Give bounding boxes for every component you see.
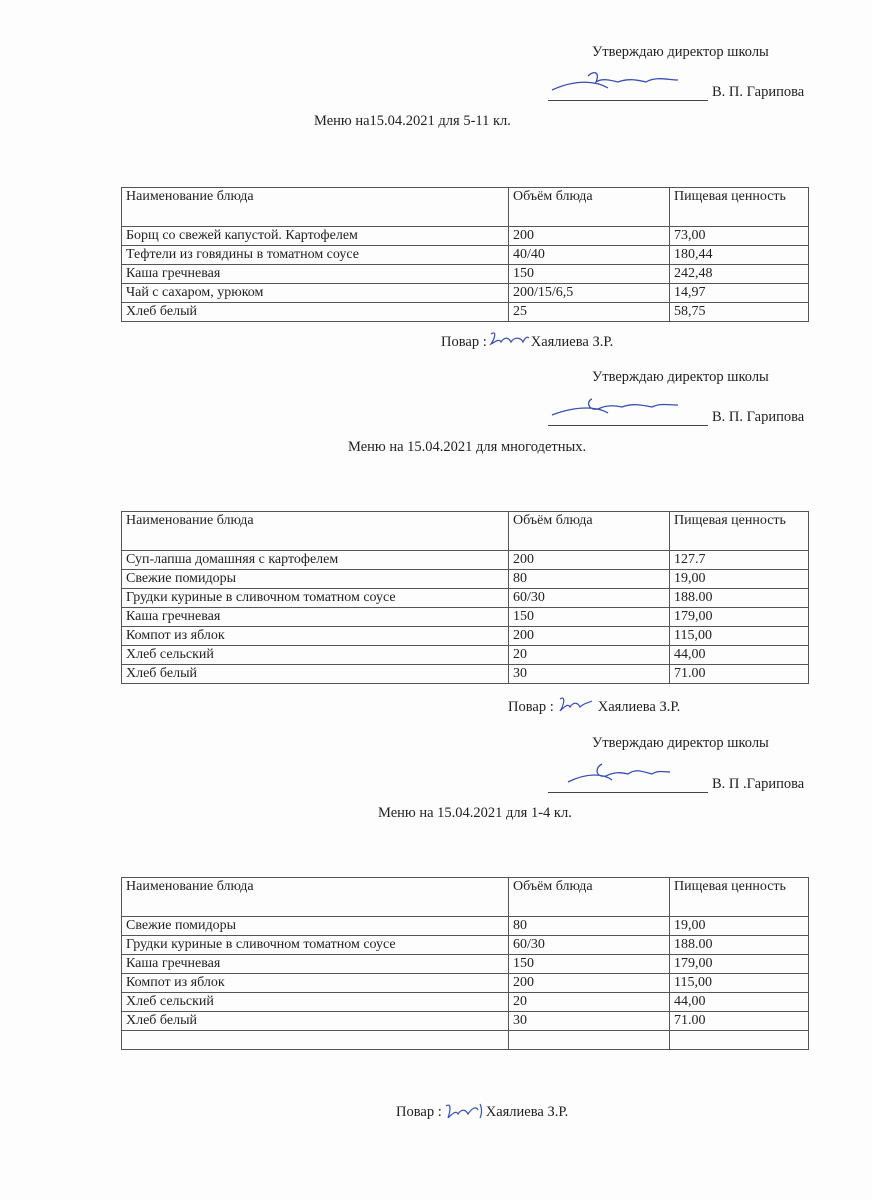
menu-title-1: Меню на15.04.2021 для 5-11 кл.	[314, 113, 511, 129]
menu-table-2	[121, 511, 809, 684]
director-sign-line-1	[548, 78, 804, 101]
col-header-dish: Наименование блюда	[122, 878, 509, 917]
dish-cell: Суп-лапша домашняя с картофелем	[122, 551, 509, 570]
dish-cell: Борщ со свежей капустой. Картофелем	[122, 227, 509, 246]
dish-cell	[122, 1031, 509, 1050]
table-header-row	[122, 878, 809, 917]
approval-title-2: Утверждаю директор школы	[592, 369, 769, 385]
director-name-3: В. П .Гарипова	[712, 776, 805, 792]
nutrition-cell: 115,00	[670, 627, 809, 646]
volume-cell: 80	[509, 917, 670, 936]
table-row	[122, 570, 809, 589]
dish-cell: Каша гречневая	[122, 265, 509, 284]
menu-table-1	[121, 187, 809, 322]
director-signature-icon	[548, 770, 708, 793]
volume-cell: 40/40	[509, 246, 670, 265]
table-row	[122, 284, 809, 303]
table-row	[122, 551, 809, 570]
dish-cell: Компот из яблок	[122, 974, 509, 993]
volume-cell: 200	[509, 551, 670, 570]
cook-name-3: Хаялиева З.Р.	[485, 1103, 569, 1120]
menu-title-2: Меню на 15.04.2021 для многодетных.	[348, 439, 587, 455]
table-row	[122, 1012, 809, 1031]
nutrition-cell: 44,00	[670, 646, 809, 665]
dish-cell: Хлеб белый	[122, 1012, 509, 1031]
nutrition-cell: 71.00	[670, 665, 809, 684]
cook-line-1	[441, 332, 613, 352]
cook-label-3: Повар :	[396, 1103, 442, 1120]
cook-name-1: Хаялиева З.Р.	[530, 333, 614, 350]
table-row	[122, 974, 809, 993]
volume-cell: 60/30	[509, 936, 670, 955]
nutrition-cell: 179,00	[670, 955, 809, 974]
col-header-nutrition: Пищевая ценность	[670, 878, 809, 917]
nutrition-cell: 19,00	[670, 917, 809, 936]
director-sign-line-2	[548, 403, 804, 426]
nutrition-cell: 58,75	[670, 303, 809, 322]
nutrition-cell: 179,00	[670, 608, 809, 627]
table-row	[122, 608, 809, 627]
director-name-1: В. П. Гарипова	[712, 84, 805, 100]
col-header-dish: Наименование блюда	[122, 188, 509, 227]
director-signature-icon	[548, 403, 708, 426]
cook-signature-icon	[554, 697, 598, 717]
col-header-volume: Объём блюда	[509, 878, 670, 917]
dish-cell: Свежие помидоры	[122, 917, 509, 936]
volume-cell: 30	[509, 665, 670, 684]
table-header-row	[122, 188, 809, 227]
table-row	[122, 627, 809, 646]
dish-cell: Каша гречневая	[122, 608, 509, 627]
menu-title-3: Меню на 15.04.2021 для 1-4 кл.	[378, 805, 572, 821]
table-row	[122, 917, 809, 936]
cook-line-3	[396, 1102, 568, 1122]
volume-cell: 20	[509, 646, 670, 665]
dish-cell: Каша гречневая	[122, 955, 509, 974]
nutrition-cell	[670, 1031, 809, 1050]
table-row	[122, 303, 809, 322]
volume-cell: 150	[509, 608, 670, 627]
dish-cell: Свежие помидоры	[122, 570, 509, 589]
volume-cell: 200/15/6,5	[509, 284, 670, 303]
dish-cell: Хлеб сельский	[122, 993, 509, 1012]
dish-cell: Хлеб белый	[122, 303, 509, 322]
dish-cell: Хлеб сельский	[122, 646, 509, 665]
director-name-2: В. П. Гарипова	[712, 409, 805, 425]
nutrition-cell: 71.00	[670, 1012, 809, 1031]
table-row	[122, 665, 809, 684]
approval-title-1: Утверждаю директор школы	[592, 44, 769, 60]
table-row	[122, 646, 809, 665]
dish-cell: Грудки куриные в сливочном томатном соусе	[122, 589, 509, 608]
dish-cell: Грудки куриные в сливочном томатном соусе	[122, 936, 509, 955]
volume-cell: 25	[509, 303, 670, 322]
cook-name-2: Хаялиева З.Р.	[597, 698, 681, 715]
col-header-nutrition: Пищевая ценность	[670, 188, 809, 227]
volume-cell: 80	[509, 570, 670, 589]
volume-cell: 20	[509, 993, 670, 1012]
dish-cell: Компот из яблок	[122, 627, 509, 646]
table-row	[122, 936, 809, 955]
cook-line-2	[508, 697, 680, 717]
director-signature-icon	[548, 78, 708, 101]
table-row	[122, 955, 809, 974]
nutrition-cell: 44,00	[670, 993, 809, 1012]
table-row	[122, 227, 809, 246]
col-header-nutrition: Пищевая ценность	[670, 512, 809, 551]
approval-title-3: Утверждаю директор школы	[592, 735, 769, 751]
col-header-dish: Наименование блюда	[122, 512, 509, 551]
volume-cell: 30	[509, 1012, 670, 1031]
volume-cell: 150	[509, 955, 670, 974]
nutrition-cell: 14,97	[670, 284, 809, 303]
volume-cell	[509, 1031, 670, 1050]
nutrition-cell: 242,48	[670, 265, 809, 284]
table-row	[122, 589, 809, 608]
nutrition-cell: 73,00	[670, 227, 809, 246]
dish-cell: Тефтели из говядины в томатном соусе	[122, 246, 509, 265]
volume-cell: 60/30	[509, 589, 670, 608]
nutrition-cell: 115,00	[670, 974, 809, 993]
cook-label-2: Повар :	[508, 698, 554, 715]
director-sign-line-3	[548, 770, 804, 793]
nutrition-cell: 19,00	[670, 570, 809, 589]
cook-signature-icon	[442, 1102, 486, 1122]
table-row	[122, 993, 809, 1012]
dish-cell: Чай с сахаром, урюком	[122, 284, 509, 303]
dish-cell: Хлеб белый	[122, 665, 509, 684]
col-header-volume: Объём блюда	[509, 512, 670, 551]
cook-signature-icon	[487, 332, 531, 352]
col-header-volume: Объём блюда	[509, 188, 670, 227]
nutrition-cell: 188.00	[670, 936, 809, 955]
volume-cell: 200	[509, 974, 670, 993]
menu-table-3	[121, 877, 809, 1050]
volume-cell: 200	[509, 627, 670, 646]
nutrition-cell: 188.00	[670, 589, 809, 608]
table-row	[122, 265, 809, 284]
volume-cell: 200	[509, 227, 670, 246]
table-row-empty	[122, 1031, 809, 1050]
table-header-row	[122, 512, 809, 551]
table-row	[122, 246, 809, 265]
volume-cell: 150	[509, 265, 670, 284]
cook-label-1: Повар :	[441, 333, 487, 350]
nutrition-cell: 180,44	[670, 246, 809, 265]
nutrition-cell: 127.7	[670, 551, 809, 570]
